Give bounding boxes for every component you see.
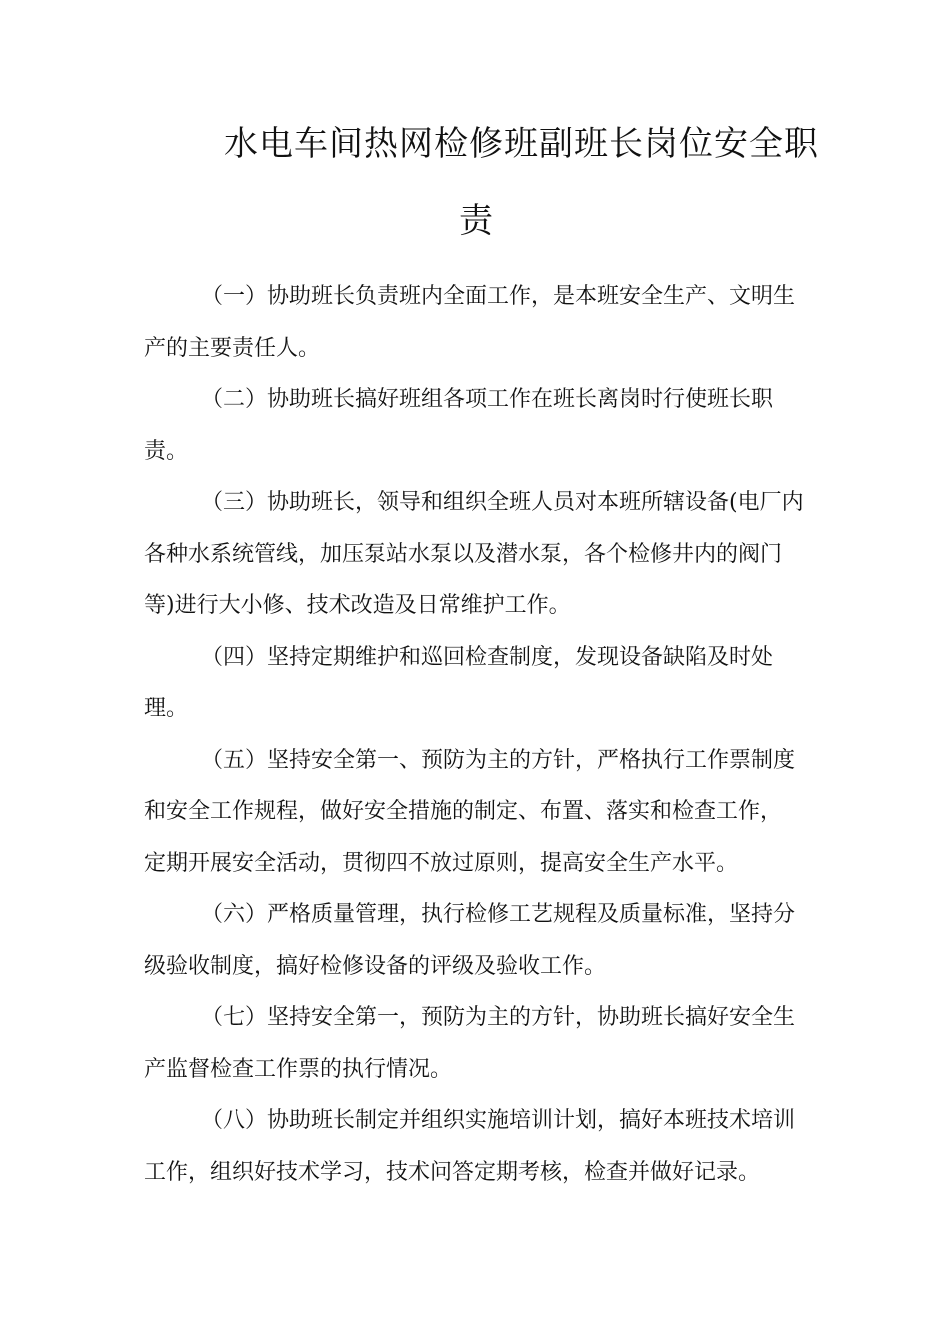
document-title-line-1: 水电车间热网检修班副班长岗位安全职 — [224, 124, 819, 164]
paragraph-line: 级验收制度，搞好检修设备的评级及验收工作。 — [144, 953, 607, 979]
paragraph-3 — [144, 477, 804, 632]
paragraph-line: （一）协助班长负责班内全面工作，是本班安全生产、文明生 — [201, 284, 796, 309]
paragraph-line: 工作，组织好技术学习，技术问答定期考核，检查并做好记录。 — [144, 1159, 761, 1185]
paragraph-6 — [144, 889, 804, 992]
paragraph-line: （二）协助班长搞好班组各项工作在班长离岗时行使班长职 — [201, 387, 774, 412]
document-title-line-2: 责 — [459, 201, 494, 241]
paragraph-line: 定期开展安全活动，贯彻四不放过原则，提高安全生产水平。 — [144, 850, 739, 876]
paragraph-5 — [144, 735, 804, 890]
paragraph-2 — [144, 374, 804, 477]
paragraph-7 — [144, 992, 804, 1095]
paragraph-line: （八）协助班长制定并组织实施培训计划，搞好本班技术培训 — [201, 1108, 796, 1133]
paragraph-line: 等)进行大小修、技术改造及日常维护工作。 — [144, 593, 571, 618]
paragraph-line: （三）协助班长，领导和组织全班人员对本班所辖设备(电厂内 — [201, 490, 804, 515]
paragraph-line: 产监督检查工作票的执行情况。 — [144, 1056, 453, 1082]
paragraph-line: （五）坚持安全第一、预防为主的方针，严格执行工作票制度 — [201, 747, 796, 773]
paragraph-line: （六）严格质量管理，执行检修工艺规程及质量标准，坚持分 — [201, 902, 796, 927]
paragraph-1 — [144, 271, 804, 374]
paragraph-line: 责。 — [144, 438, 189, 464]
paragraph-line: 理。 — [144, 696, 189, 721]
document-body — [144, 271, 804, 1198]
paragraph-line: 产的主要责任人。 — [144, 335, 321, 361]
paragraph-line: 和安全工作规程，做好安全措施的制定、布置、落实和检查工作， — [144, 799, 783, 824]
paragraph-8 — [144, 1095, 804, 1198]
paragraph-line: 各种水系统管线，加压泵站水泵以及潜水泵，各个检修井内的阀门 — [144, 541, 783, 567]
paragraph-line: （四）坚持定期维护和巡回检查制度，发现设备缺陷及时处 — [201, 644, 774, 670]
paragraph-line: （七）坚持安全第一，预防为主的方针，协助班长搞好安全生 — [201, 1005, 796, 1030]
paragraph-4 — [144, 632, 804, 735]
